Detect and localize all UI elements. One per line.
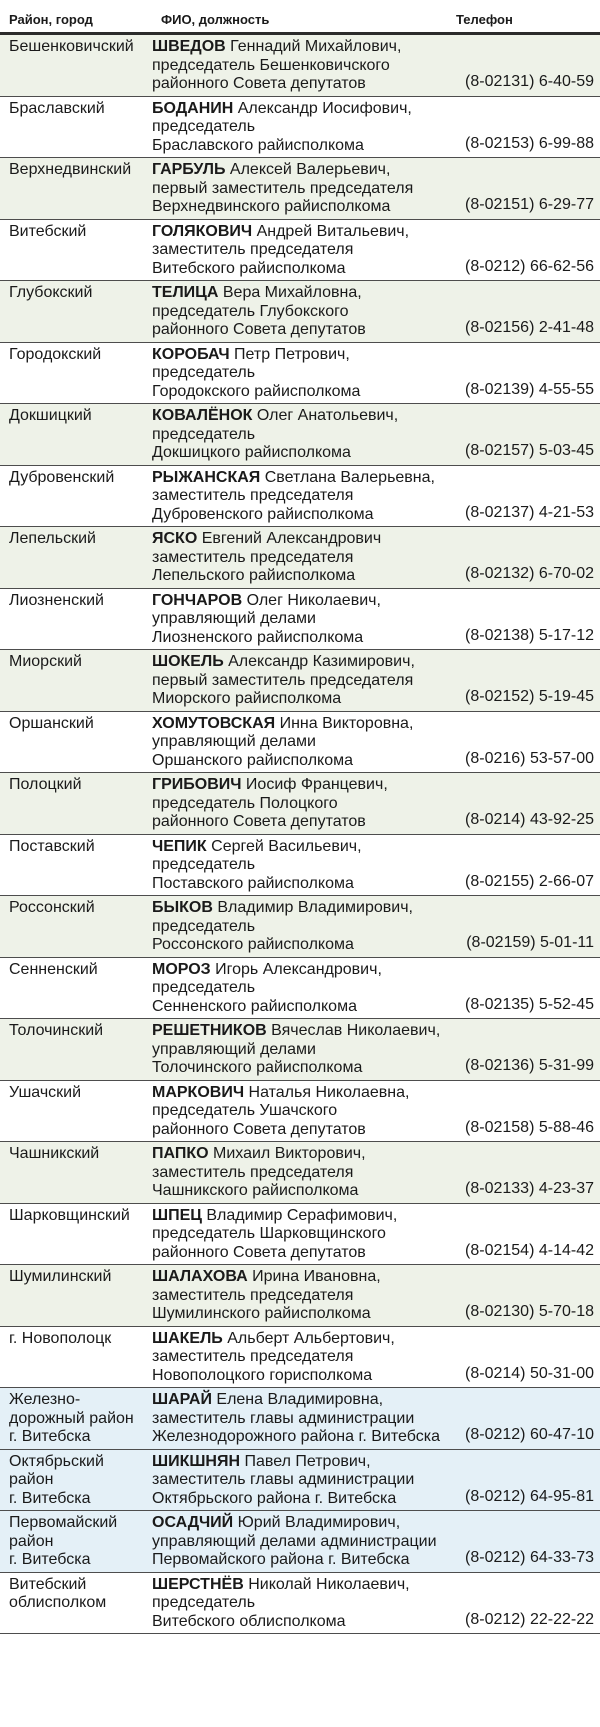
table-row (0, 281, 600, 343)
official-name (152, 1453, 455, 1472)
official-cell (152, 96, 455, 158)
header-district: Район, город (0, 0, 152, 34)
official-name (152, 899, 455, 918)
official-name (152, 284, 455, 303)
official-position-line2: районного Совета депутатов (152, 813, 366, 830)
official-surname: ШЕРСТНЁВ (152, 1575, 244, 1593)
official-given-name: Инна Викторовна, (275, 714, 414, 732)
district-text: Ушачский (9, 1083, 82, 1101)
table-row (0, 34, 600, 97)
official-position-line1: заместитель председателя (152, 1286, 354, 1304)
district-cell (0, 773, 152, 835)
official-position-line1: заместитель председателя (152, 241, 354, 258)
official-surname: ГОНЧАРОВ (152, 591, 243, 609)
official-position-line1: председатель (152, 856, 256, 873)
official-position-line2: Сенненского райисполкома (152, 997, 357, 1015)
official-name (152, 161, 455, 180)
district-cell (0, 588, 152, 650)
official-cell (152, 1080, 455, 1142)
official-cell (152, 465, 455, 527)
official-cell (152, 896, 455, 958)
official-position-line2: районного Совета депутатов (152, 1120, 366, 1138)
official-position-line1: заместитель председателя (152, 487, 354, 504)
phone-number: (8-0212) 64-33-73 (455, 1511, 600, 1573)
table-row (0, 650, 600, 712)
district-text: Шумилинский (9, 1268, 112, 1285)
official-surname: ГОЛЯКОВИЧ (152, 222, 253, 240)
official-position-line2: Первомайского района г. Витебска (152, 1551, 410, 1568)
table-row (0, 1326, 600, 1388)
table-row (0, 834, 600, 896)
official-cell (152, 158, 455, 220)
phone-number: (8-0214) 43-92-25 (455, 773, 600, 835)
district-cell (0, 1572, 152, 1634)
district-text: Оршанский (9, 714, 94, 732)
official-position-line1: председатель Шарковщинского (152, 1225, 386, 1242)
official-position-line2: Поставского райисполкома (152, 874, 354, 892)
district-text: Верхнедвинский (9, 161, 132, 178)
phone-number: (8-02139) 4-55-55 (455, 342, 600, 404)
official-given-name: Наталья Николаевна, (244, 1083, 410, 1101)
official-name (152, 1514, 455, 1533)
official-given-name: Владимир Серафимович, (201, 1206, 398, 1224)
district-text: Витебский (9, 222, 87, 240)
table-row (0, 1203, 600, 1265)
district-text: г. Витебска (9, 1489, 91, 1507)
table-row (0, 711, 600, 773)
official-cell (152, 711, 455, 773)
official-surname: ШИКШНЯН (152, 1452, 241, 1470)
official-surname: ГАРБУЛЬ (152, 161, 226, 178)
official-name (152, 1145, 455, 1164)
district-text: г. Новополоцк (9, 1329, 112, 1347)
official-surname: ШАРАЙ (152, 1391, 212, 1408)
district-text: Глубокский (9, 284, 93, 301)
phone-number: (8-02155) 2-66-07 (455, 834, 600, 896)
official-given-name: Светлана Валерьевна, (260, 468, 435, 486)
official-name (152, 1576, 455, 1595)
table-row (0, 588, 600, 650)
district-cell (0, 34, 152, 97)
district-cell (0, 465, 152, 527)
district-text: Толочинский (9, 1022, 104, 1039)
official-position-line1: управляющий делами (152, 733, 316, 750)
official-position-line1: председатель Бешенковичского (152, 56, 390, 74)
official-position-line1: председатель (152, 917, 256, 935)
official-cell (152, 1326, 455, 1388)
official-name (152, 223, 455, 242)
table-row (0, 1265, 600, 1327)
official-name (152, 346, 455, 365)
district-cell (0, 896, 152, 958)
official-cell (152, 1203, 455, 1265)
district-cell (0, 342, 152, 404)
official-position-line2: Толочинского райисполкома (152, 1059, 363, 1076)
official-surname: ГРИБОВИЧ (152, 776, 242, 793)
district-cell (0, 96, 152, 158)
phone-number: (8-0212) 64-95-81 (455, 1449, 600, 1511)
official-position-line1: председатель (152, 425, 256, 443)
phone-number: (8-02156) 2-41-48 (455, 281, 600, 343)
official-surname: ШАЛАХОВА (152, 1268, 248, 1285)
district-text: Чашникский (9, 1145, 100, 1162)
official-surname: ОСАДЧИЙ (152, 1514, 234, 1531)
official-position-line2: Октябрьского района г. Витебска (152, 1489, 397, 1507)
official-surname: КОРОБАЧ (152, 345, 230, 363)
official-surname: ЯСКО (152, 530, 198, 547)
district-cell (0, 1388, 152, 1450)
official-cell (152, 957, 455, 1019)
official-position-line1: заместитель главы администрации (152, 1409, 415, 1427)
phone-number: (8-02152) 5-19-45 (455, 650, 600, 712)
official-surname: ШВЕДОВ (152, 38, 226, 55)
district-text: Витебский (9, 1575, 87, 1593)
official-position-line2: районного Совета депутатов (152, 75, 366, 92)
phone-number: (8-02159) 5-01-11 (455, 896, 600, 958)
official-surname: ХОМУТОВСКАЯ (152, 714, 276, 732)
table-row (0, 465, 600, 527)
official-name (152, 469, 455, 488)
official-surname: МОРОЗ (152, 960, 211, 978)
official-name (152, 1022, 455, 1041)
phone-number: (8-02132) 6-70-02 (455, 527, 600, 589)
official-position-line2: Городокского райисполкома (152, 382, 361, 400)
official-cell (152, 1019, 455, 1081)
official-position-line1: заместитель главы администрации (152, 1471, 415, 1488)
district-cell (0, 281, 152, 343)
official-given-name: Иосиф Францевич, (241, 776, 388, 793)
official-given-name: Александр Казимирович, (223, 653, 415, 670)
official-given-name: Геннадий Михайлович, (225, 38, 402, 55)
table-row (0, 773, 600, 835)
district-text: Городокский (9, 345, 102, 363)
official-given-name: Петр Петрович, (229, 345, 350, 363)
header-phone: Телефон (455, 0, 600, 34)
official-position-line1: председатель Ушачского (152, 1102, 338, 1119)
official-position-line1: управляющий делами администрации (152, 1532, 437, 1550)
official-name (152, 1084, 455, 1103)
phone-number: (8-0212) 66-62-56 (455, 219, 600, 281)
district-cell (0, 158, 152, 220)
district-text: Полоцкий (9, 776, 82, 793)
official-given-name: Андрей Витальевич, (252, 222, 410, 240)
district-cell (0, 404, 152, 466)
official-position-line1: председатель (152, 364, 256, 381)
official-cell (152, 1265, 455, 1327)
table-row (0, 527, 600, 589)
official-given-name: Вера Михайловна, (218, 284, 362, 301)
official-position-line2: Миорского райисполкома (152, 690, 342, 707)
official-position-line1: управляющий делами (152, 610, 316, 627)
official-position-line2: Оршанского райисполкома (152, 751, 354, 769)
district-text: Шарковщинский (9, 1206, 130, 1224)
official-name (152, 776, 455, 795)
official-cell (152, 219, 455, 281)
official-surname: КОВАЛЁНОК (152, 407, 253, 424)
district-cell (0, 1142, 152, 1204)
official-name (152, 407, 455, 426)
phone-number: (8-0214) 50-31-00 (455, 1326, 600, 1388)
district-text: облисполком (9, 1594, 107, 1611)
official-cell (152, 281, 455, 343)
official-given-name: Вячеслав Николаевич, (266, 1022, 441, 1039)
official-given-name: Юрий Владимирович, (233, 1514, 401, 1531)
official-cell (152, 1572, 455, 1634)
official-cell (152, 527, 455, 589)
official-position-line1: председатель Полоцкого (152, 794, 338, 812)
official-surname: ПАПКО (152, 1145, 209, 1162)
table-row (0, 219, 600, 281)
official-position-line1: председатель (152, 979, 256, 996)
official-name (152, 592, 455, 611)
official-given-name: Алексей Валерьевич, (225, 161, 391, 178)
official-position-line1: первый заместитель председателя (152, 671, 414, 689)
official-given-name: Владимир Владимирович, (212, 899, 413, 916)
phone-number: (8-02130) 5-70-18 (455, 1265, 600, 1327)
official-surname: РЫЖАНСКАЯ (152, 468, 261, 486)
phone-number: (8-0212) 22-22-22 (455, 1572, 600, 1634)
official-position-line1: председатель Глубокского (152, 302, 349, 320)
table-row (0, 957, 600, 1019)
official-cell (152, 650, 455, 712)
official-name (152, 653, 455, 672)
district-text: г. Витебска (9, 1551, 91, 1568)
official-name (152, 961, 455, 980)
district-text: Первомайский (9, 1514, 118, 1531)
official-name (152, 1330, 455, 1349)
district-text: район (9, 1532, 54, 1550)
table-row (0, 1449, 600, 1511)
phone-number: (8-02151) 6-29-77 (455, 158, 600, 220)
official-cell (152, 1511, 455, 1573)
district-cell (0, 1265, 152, 1327)
district-text: Сенненский (9, 960, 98, 978)
official-given-name: Евгений Александрович (197, 530, 382, 547)
table-header-row (0, 0, 600, 34)
district-cell (0, 650, 152, 712)
official-position-line2: Новополоцкого горисполкома (152, 1366, 373, 1384)
official-given-name: Николай Николаевич, (243, 1575, 410, 1593)
district-text: Октябрьский (9, 1452, 104, 1470)
district-text: Браславский (9, 99, 105, 117)
district-text: Поставский (9, 837, 95, 855)
official-cell (152, 1388, 455, 1450)
official-position-line2: районного Совета депутатов (152, 1243, 366, 1261)
district-cell (0, 527, 152, 589)
official-position-line1: заместитель председателя (152, 1348, 354, 1365)
district-text: Бешенковичский (9, 38, 134, 55)
table-row (0, 1080, 600, 1142)
official-given-name: Александр Иосифович, (233, 99, 412, 117)
district-text: Лиозненский (9, 591, 104, 609)
official-cell (152, 834, 455, 896)
phone-number: (8-02136) 5-31-99 (455, 1019, 600, 1081)
district-text: Миорский (9, 653, 82, 670)
official-position-line2: Витебского райисполкома (152, 259, 346, 277)
official-name (152, 38, 455, 57)
official-given-name: Альберт Альбертович, (222, 1329, 395, 1347)
table-row (0, 1572, 600, 1634)
district-cell (0, 1511, 152, 1573)
official-position-line2: Железнодорожного района г. Витебска (152, 1428, 440, 1445)
district-cell (0, 1080, 152, 1142)
district-text: Докшицкий (9, 407, 92, 424)
official-position-line2: Россонского райисполкома (152, 936, 354, 953)
district-text: Железно- (9, 1391, 81, 1408)
official-name (152, 715, 455, 734)
official-position-line2: Верхнедвинского райисполкома (152, 198, 391, 215)
district-text: район (9, 1471, 54, 1488)
district-text: дорожный район (9, 1409, 134, 1427)
official-position-line2: Лиозненского райисполкома (152, 628, 364, 646)
district-text: Дубровенский (9, 468, 115, 486)
official-position-line1: председатель (152, 1594, 256, 1611)
table-row (0, 1019, 600, 1081)
official-cell (152, 404, 455, 466)
phone-number: (8-02154) 4-14-42 (455, 1203, 600, 1265)
official-given-name: Павел Петрович, (240, 1452, 371, 1470)
table-body (0, 34, 600, 1634)
official-surname: ТЕЛИЦА (152, 284, 219, 301)
official-position-line2: Докшицкого райисполкома (152, 444, 351, 461)
official-position-line1: председатель (152, 118, 256, 135)
official-position-line2: Дубровенского райисполкома (152, 505, 374, 523)
official-name (152, 1268, 455, 1287)
official-name (152, 530, 455, 549)
district-cell (0, 957, 152, 1019)
table-row (0, 342, 600, 404)
phone-number: (8-0216) 53-57-00 (455, 711, 600, 773)
official-cell (152, 1449, 455, 1511)
official-position-line1: заместитель председателя (152, 1163, 354, 1181)
official-cell (152, 588, 455, 650)
district-cell (0, 219, 152, 281)
district-cell (0, 1203, 152, 1265)
official-position-line2: Лепельского райисполкома (152, 567, 356, 584)
district-text: г. Витебска (9, 1428, 91, 1445)
official-given-name: Игорь Александрович, (210, 960, 382, 978)
table-row (0, 404, 600, 466)
table-row (0, 158, 600, 220)
table-row (0, 96, 600, 158)
official-given-name: Сергей Васильевич, (206, 837, 362, 855)
phone-number: (8-02158) 5-88-46 (455, 1080, 600, 1142)
official-position-line2: Браславского райисполкома (152, 136, 364, 154)
official-position-line1: управляющий делами (152, 1040, 316, 1058)
phone-number: (8-02135) 5-52-45 (455, 957, 600, 1019)
official-position-line2: районного Совета депутатов (152, 321, 366, 338)
official-cell (152, 34, 455, 97)
official-name (152, 838, 455, 857)
official-name (152, 1207, 455, 1226)
table-row (0, 896, 600, 958)
district-cell (0, 834, 152, 896)
official-position-line1: заместитель председателя (152, 548, 354, 566)
district-cell (0, 1326, 152, 1388)
header-name-position: ФИО, должность (152, 0, 455, 34)
official-name (152, 1391, 455, 1410)
official-name (152, 100, 455, 119)
table-row (0, 1388, 600, 1450)
official-surname: БЫКОВ (152, 899, 213, 916)
phone-number: (8-02153) 6-99-88 (455, 96, 600, 158)
official-surname: ШАКЕЛЬ (152, 1329, 223, 1347)
official-given-name: Михаил Викторович, (208, 1145, 366, 1162)
official-position-line2: Шумилинского райисполкома (152, 1305, 371, 1322)
official-given-name: Олег Анатольевич, (252, 407, 399, 424)
official-position-line2: Витебского облисполкома (152, 1612, 346, 1630)
official-given-name: Ирина Ивановна, (247, 1268, 381, 1285)
official-surname: ШОКЕЛЬ (152, 653, 224, 670)
official-cell (152, 773, 455, 835)
official-surname: РЕШЕТНИКОВ (152, 1022, 267, 1039)
table-row (0, 1511, 600, 1573)
district-cell (0, 711, 152, 773)
official-surname: ШПЕЦ (152, 1206, 202, 1224)
district-text: Россонский (9, 899, 95, 916)
table-row (0, 1142, 600, 1204)
phone-number: (8-02157) 5-03-45 (455, 404, 600, 466)
phone-number: (8-02138) 5-17-12 (455, 588, 600, 650)
official-cell (152, 1142, 455, 1204)
official-given-name: Олег Николаевич, (242, 591, 381, 609)
phone-number: (8-0212) 60-47-10 (455, 1388, 600, 1450)
phone-number: (8-02131) 6-40-59 (455, 34, 600, 97)
official-position-line1: первый заместитель председателя (152, 179, 414, 197)
official-surname: МАРКОВИЧ (152, 1083, 245, 1101)
phone-number: (8-02133) 4-23-37 (455, 1142, 600, 1204)
official-position-line2: Чашникского райисполкома (152, 1182, 359, 1199)
official-surname: ЧЕПИК (152, 837, 207, 855)
official-given-name: Елена Владимировна, (211, 1391, 384, 1408)
official-cell (152, 342, 455, 404)
district-cell (0, 1019, 152, 1081)
phone-number: (8-02137) 4-21-53 (455, 465, 600, 527)
district-cell (0, 1449, 152, 1511)
official-surname: БОДАНИН (152, 99, 234, 117)
district-text: Лепельский (9, 530, 96, 547)
